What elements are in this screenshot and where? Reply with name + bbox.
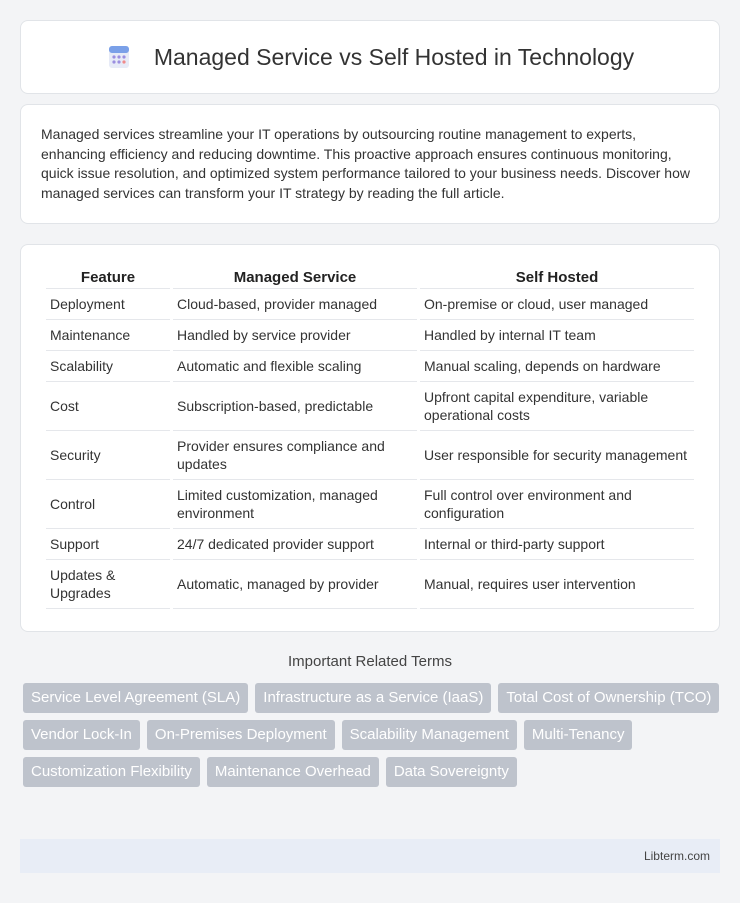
- feature-cell: Security: [46, 431, 170, 480]
- managed-cell: 24/7 dedicated provider support: [173, 529, 417, 560]
- title-card: [20, 20, 720, 94]
- managed-cell: Provider ensures compliance and updates: [173, 431, 417, 480]
- self-hosted-cell: Manual, requires user intervention: [420, 560, 694, 609]
- managed-cell: Limited customization, managed environment: [173, 480, 417, 529]
- feature-cell: Deployment: [46, 289, 170, 320]
- calculator-icon: [106, 44, 132, 70]
- term-tag[interactable]: Vendor Lock-In: [23, 720, 140, 750]
- term-tag[interactable]: Data Sovereignty: [386, 757, 517, 787]
- intro-text: Managed services streamline your IT operations by outsourcing routine management to experts, enhancing efficiency and reducing downtime. This proactive approach ensures continuous monitoring, quick issue resolution, and optimized system performance tailored to your business needs. Discover how managed services can transform your IT strategy by reading the full article.: [41, 126, 690, 201]
- table-row: [46, 560, 694, 609]
- term-tag[interactable]: Service Level Agreement (SLA): [23, 683, 248, 713]
- self-hosted-cell: Manual scaling, depends on hardware: [420, 351, 694, 382]
- related-terms-title: Important Related Terms: [288, 653, 452, 670]
- term-tag[interactable]: Multi-Tenancy: [524, 720, 633, 750]
- self-hosted-cell: Internal or third-party support: [420, 529, 694, 560]
- term-tag[interactable]: Total Cost of Ownership (TCO): [498, 683, 719, 713]
- managed-cell: Cloud-based, provider managed: [173, 289, 417, 320]
- managed-cell: Automatic and flexible scaling: [173, 351, 417, 382]
- table-row: [46, 289, 694, 320]
- managed-cell: Subscription-based, predictable: [173, 382, 417, 431]
- managed-cell: Automatic, managed by provider: [173, 560, 417, 609]
- table-row: [46, 351, 694, 382]
- table-row: [46, 529, 694, 560]
- feature-cell: Cost: [46, 382, 170, 431]
- table-row: [46, 480, 694, 529]
- footer: [20, 839, 720, 873]
- comparison-table: [43, 265, 697, 609]
- term-tag[interactable]: Infrastructure as a Service (IaaS): [255, 683, 491, 713]
- header-managed-service: Managed Service: [173, 265, 417, 289]
- feature-cell: Support: [46, 529, 170, 560]
- self-hosted-cell: Full control over environment and configuration: [420, 480, 694, 529]
- table-header-row: [46, 265, 694, 289]
- feature-cell: Maintenance: [46, 320, 170, 351]
- table-row: [46, 320, 694, 351]
- page-title: Managed Service vs Self Hosted in Technology: [153, 43, 635, 70]
- self-hosted-cell: On-premise or cloud, user managed: [420, 289, 694, 320]
- footer-site-link[interactable]: Libterm.com: [643, 849, 710, 863]
- term-tag[interactable]: Maintenance Overhead: [207, 757, 379, 787]
- term-tag[interactable]: On-Premises Deployment: [147, 720, 335, 750]
- header-feature: Feature: [46, 265, 170, 289]
- feature-cell: Updates & Upgrades: [46, 560, 170, 609]
- feature-cell: Scalability: [46, 351, 170, 382]
- intro-card: [20, 104, 720, 224]
- term-tag[interactable]: Scalability Management: [342, 720, 517, 750]
- managed-cell: Handled by service provider: [173, 320, 417, 351]
- self-hosted-cell: Handled by internal IT team: [420, 320, 694, 351]
- related-terms-list: [23, 683, 723, 787]
- header-self-hosted: Self Hosted: [420, 265, 694, 289]
- table-row: [46, 431, 694, 480]
- comparison-card: [20, 244, 720, 632]
- feature-cell: Control: [46, 480, 170, 529]
- self-hosted-cell: Upfront capital expenditure, variable operational costs: [420, 382, 694, 431]
- self-hosted-cell: User responsible for security management: [420, 431, 694, 480]
- table-row: [46, 382, 694, 431]
- term-tag[interactable]: Customization Flexibility: [23, 757, 200, 787]
